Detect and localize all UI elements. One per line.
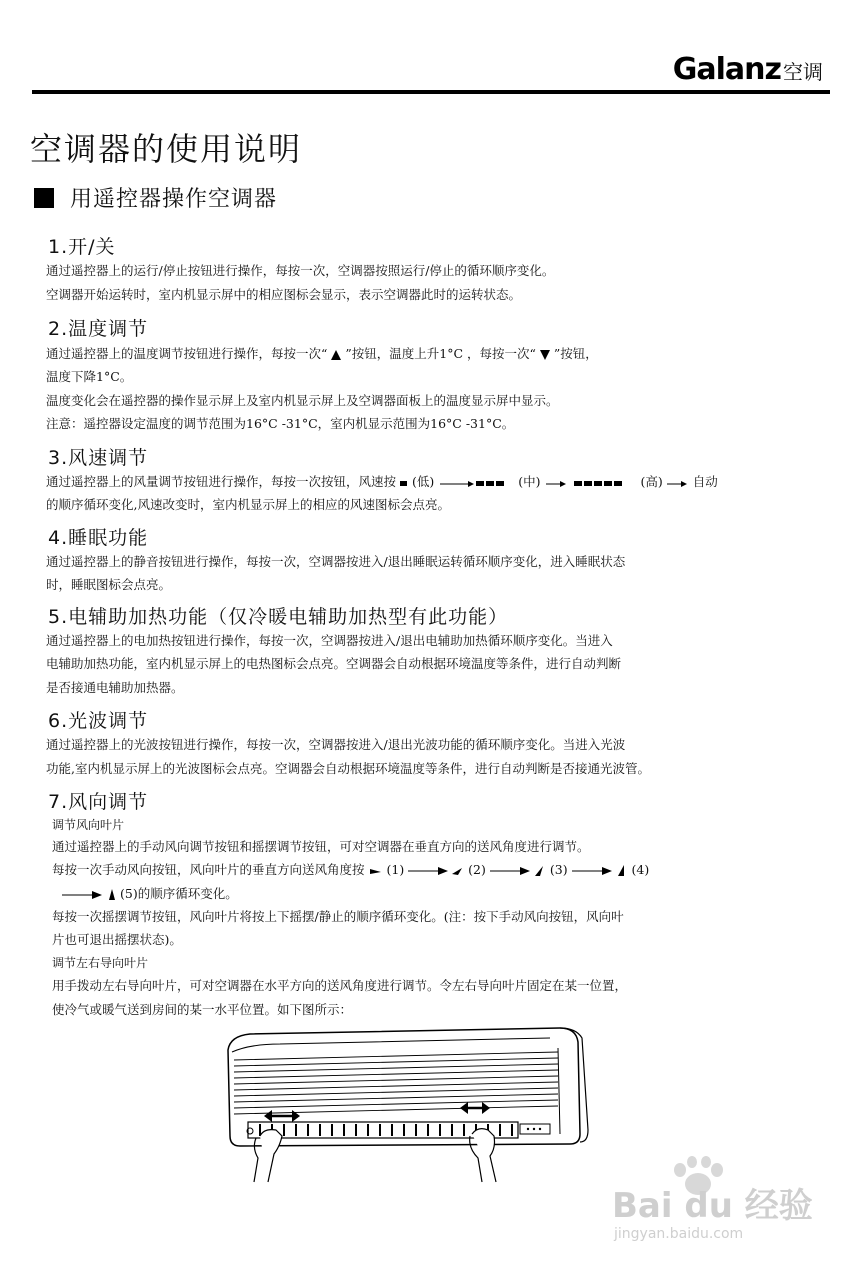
sub-heading: 调节左右导向叶片 bbox=[52, 956, 149, 970]
louver-step-label: (2) bbox=[468, 862, 486, 877]
watermark-url: jingyan.baidu.com bbox=[614, 1226, 744, 1242]
fan-low-label: (低) bbox=[411, 474, 435, 489]
fan-high-arrow-icon bbox=[544, 478, 636, 488]
paragraph-line: 注意：遥控器设定温度的调节范围为16°C -31°C，室内机显示范围为16°C -31°C。 bbox=[46, 416, 515, 431]
item-heading: 7.风向调节 bbox=[48, 791, 149, 813]
fan-auto-label: 自动 bbox=[692, 474, 718, 489]
paragraph-line: 的顺序循环变化,风速改变时，室内机显示屏上的相应的风速图标会点亮。 bbox=[46, 497, 450, 512]
fan-speed-line bbox=[46, 474, 718, 489]
paragraph-line: 空调器开始运转时，室内机显示屏中的相应图标会显示，表示空调器此时的运转状态。 bbox=[46, 287, 522, 302]
text-segment: ”按钮， bbox=[553, 346, 598, 361]
louver-angle-line-2 bbox=[62, 886, 238, 901]
temperature-line bbox=[46, 346, 598, 361]
item-heading: 2.温度调节 bbox=[48, 318, 149, 340]
paragraph-line: 功能,室内机显示屏上的光波图标会点亮。空调器会自动根据环境温度等条件，进行自动判断是否接通光波管。 bbox=[46, 761, 650, 776]
item-heading: 5.电辅助加热功能（仅冷暖电辅助加热型有此功能） bbox=[48, 606, 509, 628]
text-segment: 通过遥控器上的温度调节按钮进行操作，每按一次“ bbox=[46, 346, 328, 361]
paragraph-line: 温度下降1°C。 bbox=[46, 369, 133, 384]
square-bullet-icon bbox=[34, 188, 54, 208]
paragraph-line: 是否接通电辅助加热器。 bbox=[46, 680, 184, 695]
paragraph-line: 通过遥控器上的光波按钮进行操作，每按一次，空调器按进入/退出光波功能的循环顺序变化。当进入光波 bbox=[46, 737, 626, 752]
brand-suffix: 空调 bbox=[783, 60, 823, 84]
paragraph-line: 温度变化会在遥控器的操作显示屏上及室内机显示屏上及空调器面板上的温度显示屏中显示。 bbox=[46, 393, 559, 408]
paragraph-line: 片也可退出摇摆状态)。 bbox=[52, 932, 182, 947]
sub-heading: 调节风向叶片 bbox=[52, 818, 125, 832]
paragraph-line: 通过遥控器上的手动风向调节按钮和摇摆调节按钮，可对空调器在垂直方向的送风角度进行调节。 bbox=[52, 839, 590, 854]
item-heading: 1.开/关 bbox=[48, 236, 116, 258]
fan-low-icon bbox=[400, 479, 408, 487]
paragraph-line: 通过遥控器上的运行/停止按钮进行操作，每按一次，空调器按照运行/停止的循环顺序变化。 bbox=[46, 263, 555, 278]
item-heading: 4.睡眠功能 bbox=[48, 527, 149, 549]
section-title: 用遥控器操作空调器 bbox=[70, 187, 278, 212]
text-segment: 通过遥控器上的风量调节按钮进行操作，每按一次按钮，风速按 bbox=[46, 474, 397, 489]
louver-angle-1-icon bbox=[369, 866, 383, 876]
brand-logo: Galanz bbox=[672, 52, 781, 87]
text-segment: ”按钮，温度上升1°C ，每按一次“ bbox=[345, 346, 536, 361]
paragraph-line: 每按一次摇摆调节按钮，风向叶片将按上下摇摆/静止的顺序循环变化。(注：按下手动风向按钮，风向叶 bbox=[52, 909, 624, 924]
louver-angle-4-icon bbox=[572, 865, 628, 877]
page-title: 空调器的使用说明 bbox=[30, 130, 303, 168]
louver-step-label: (1) bbox=[386, 862, 405, 877]
paragraph-line: 用手拨动左右导向叶片，可对空调器在水平方向的送风角度进行调节。令左右导向叶片固定在某一位置， bbox=[52, 978, 628, 993]
louver-step-label: (4) bbox=[631, 862, 650, 877]
up-triangle-icon bbox=[331, 350, 341, 360]
louver-angle-3-icon bbox=[490, 865, 546, 877]
paragraph-line: 通过遥控器上的电加热按钮进行操作，每按一次，空调器按进入/退出电辅助加热循环顺序变化。当进入 bbox=[46, 633, 613, 648]
paragraph-line: 通过遥控器上的静音按钮进行操作，每按一次，空调器按进入/退出睡眠运转循环顺序变化，进入睡眠状态 bbox=[46, 554, 626, 569]
louver-angle-line bbox=[52, 862, 649, 877]
header-rule bbox=[32, 90, 830, 94]
arrow-right-icon bbox=[667, 478, 689, 488]
text-segment: 每按一次手动风向按钮，风向叶片的垂直方向送风角度按 bbox=[52, 862, 365, 877]
louver-angle-5-icon bbox=[62, 889, 116, 901]
air-conditioner-illustration bbox=[220, 1024, 592, 1184]
paragraph-line: 电辅助加热功能，室内机显示屏上的电热图标会点亮。空调器会自动根据环境温度等条件，进行自动判断 bbox=[46, 656, 622, 671]
fan-mid-arrow-icon bbox=[438, 478, 514, 488]
watermark-logo-text: Bai du 经验 bbox=[612, 1186, 813, 1226]
fan-mid-label: (中) bbox=[518, 474, 541, 489]
fan-high-label: (高) bbox=[640, 474, 663, 489]
brand-header bbox=[673, 52, 823, 87]
item-heading: 3.风速调节 bbox=[48, 447, 149, 469]
louver-step-label: (3) bbox=[549, 862, 568, 877]
item-heading: 6.光波调节 bbox=[48, 710, 149, 732]
down-triangle-icon bbox=[540, 350, 550, 360]
watermark bbox=[612, 1156, 812, 1252]
paragraph-line: 时，睡眠图标会点亮。 bbox=[46, 577, 172, 592]
section-heading bbox=[34, 182, 277, 213]
paragraph-line: 使冷气或暖气送到房间的某一水平位置。如下图所示： bbox=[52, 1002, 353, 1017]
text-segment: (5)的顺序循环变化。 bbox=[119, 886, 238, 901]
louver-angle-2-icon bbox=[408, 865, 464, 877]
